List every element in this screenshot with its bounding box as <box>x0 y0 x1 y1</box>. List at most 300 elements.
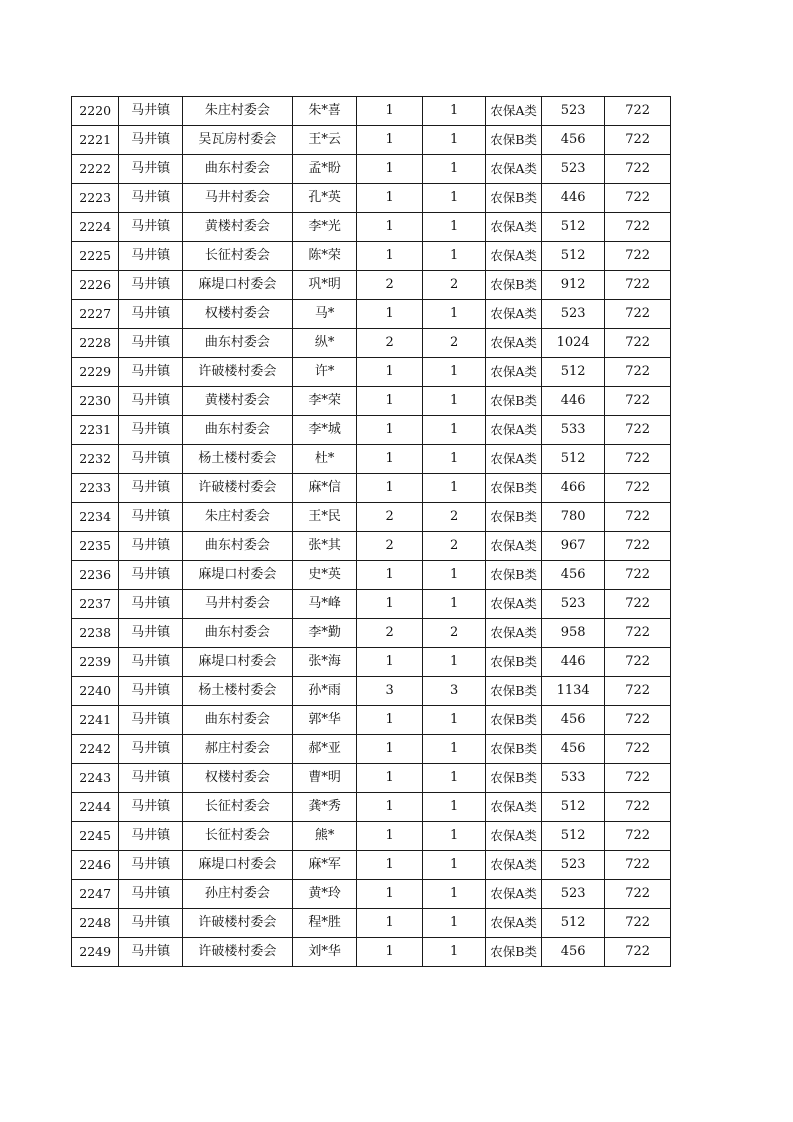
table-row <box>72 358 671 387</box>
name-cell: 黄*玲 <box>292 880 357 909</box>
insurance-category-cell: 农保B类 <box>486 938 541 967</box>
standard-cell: 722 <box>605 503 671 532</box>
standard-cell: 722 <box>605 619 671 648</box>
town-cell: 马井镇 <box>119 880 183 909</box>
amount-cell: 512 <box>541 358 605 387</box>
amount-cell: 456 <box>541 938 605 967</box>
town-cell: 马井镇 <box>119 329 183 358</box>
household-count-cell: 1 <box>357 97 423 126</box>
record-id-cell: 2238 <box>72 619 119 648</box>
village-committee-cell: 曲东村委会 <box>182 416 292 445</box>
record-id-cell: 2221 <box>72 126 119 155</box>
standard-cell: 722 <box>605 155 671 184</box>
record-id-cell: 2224 <box>72 213 119 242</box>
standard-cell: 722 <box>605 97 671 126</box>
record-id-cell: 2244 <box>72 793 119 822</box>
table-row <box>72 619 671 648</box>
town-cell: 马井镇 <box>119 735 183 764</box>
name-cell: 张*海 <box>292 648 357 677</box>
village-committee-cell: 麻堤口村委会 <box>182 271 292 300</box>
insurance-category-cell: 农保B类 <box>486 764 541 793</box>
household-count-cell: 1 <box>357 764 423 793</box>
household-count-cell: 1 <box>357 706 423 735</box>
table-row <box>72 184 671 213</box>
village-committee-cell: 麻堤口村委会 <box>182 648 292 677</box>
household-count-cell: 2 <box>357 503 423 532</box>
insurance-category-cell: 农保A类 <box>486 822 541 851</box>
amount-cell: 523 <box>541 880 605 909</box>
household-count-cell: 1 <box>357 155 423 184</box>
standard-cell: 722 <box>605 474 671 503</box>
household-count-cell: 1 <box>357 184 423 213</box>
standard-cell: 722 <box>605 561 671 590</box>
insurance-category-cell: 农保A类 <box>486 590 541 619</box>
village-committee-cell: 朱庄村委会 <box>182 97 292 126</box>
standard-cell: 722 <box>605 532 671 561</box>
insurance-category-cell: 农保A类 <box>486 300 541 329</box>
amount-cell: 512 <box>541 445 605 474</box>
insurance-category-cell: 农保B类 <box>486 503 541 532</box>
town-cell: 马井镇 <box>119 532 183 561</box>
amount-cell: 466 <box>541 474 605 503</box>
town-cell: 马井镇 <box>119 793 183 822</box>
insurance-category-cell: 农保A类 <box>486 416 541 445</box>
town-cell: 马井镇 <box>119 619 183 648</box>
insurance-category-cell: 农保A类 <box>486 851 541 880</box>
town-cell: 马井镇 <box>119 155 183 184</box>
person-count-cell: 1 <box>422 561 486 590</box>
standard-cell: 722 <box>605 706 671 735</box>
town-cell: 马井镇 <box>119 503 183 532</box>
amount-cell: 780 <box>541 503 605 532</box>
insurance-category-cell: 农保A类 <box>486 532 541 561</box>
data-sheet <box>71 96 671 967</box>
standard-cell: 722 <box>605 416 671 445</box>
amount-cell: 523 <box>541 851 605 880</box>
person-count-cell: 1 <box>422 300 486 329</box>
household-count-cell: 1 <box>357 358 423 387</box>
person-count-cell: 1 <box>422 474 486 503</box>
household-count-cell: 1 <box>357 735 423 764</box>
table-row <box>72 416 671 445</box>
insurance-category-cell: 农保B类 <box>486 184 541 213</box>
town-cell: 马井镇 <box>119 387 183 416</box>
person-count-cell: 1 <box>422 764 486 793</box>
amount-cell: 958 <box>541 619 605 648</box>
town-cell: 马井镇 <box>119 242 183 271</box>
person-count-cell: 1 <box>422 822 486 851</box>
town-cell: 马井镇 <box>119 590 183 619</box>
standard-cell: 722 <box>605 590 671 619</box>
household-count-cell: 2 <box>357 532 423 561</box>
record-id-cell: 2247 <box>72 880 119 909</box>
name-cell: 郝*亚 <box>292 735 357 764</box>
village-committee-cell: 杨土楼村委会 <box>182 677 292 706</box>
village-committee-cell: 许破楼村委会 <box>182 909 292 938</box>
table-row <box>72 590 671 619</box>
amount-cell: 523 <box>541 97 605 126</box>
name-cell: 熊* <box>292 822 357 851</box>
village-committee-cell: 权楼村委会 <box>182 764 292 793</box>
amount-cell: 512 <box>541 793 605 822</box>
standard-cell: 722 <box>605 329 671 358</box>
household-count-cell: 1 <box>357 126 423 155</box>
standard-cell: 722 <box>605 938 671 967</box>
name-cell: 史*英 <box>292 561 357 590</box>
town-cell: 马井镇 <box>119 909 183 938</box>
village-committee-cell: 曲东村委会 <box>182 155 292 184</box>
household-count-cell: 1 <box>357 909 423 938</box>
insurance-category-cell: 农保A类 <box>486 445 541 474</box>
town-cell: 马井镇 <box>119 851 183 880</box>
town-cell: 马井镇 <box>119 97 183 126</box>
village-committee-cell: 许破楼村委会 <box>182 938 292 967</box>
person-count-cell: 1 <box>422 387 486 416</box>
person-count-cell: 1 <box>422 445 486 474</box>
table-row <box>72 97 671 126</box>
village-committee-cell: 麻堤口村委会 <box>182 561 292 590</box>
person-count-cell: 3 <box>422 677 486 706</box>
amount-cell: 456 <box>541 706 605 735</box>
name-cell: 郭*华 <box>292 706 357 735</box>
standard-cell: 722 <box>605 735 671 764</box>
insurance-category-cell: 农保B类 <box>486 677 541 706</box>
insurance-category-cell: 农保A类 <box>486 880 541 909</box>
amount-cell: 1024 <box>541 329 605 358</box>
insurance-category-cell: 农保A类 <box>486 155 541 184</box>
records-table <box>71 96 671 967</box>
name-cell: 程*胜 <box>292 909 357 938</box>
person-count-cell: 1 <box>422 184 486 213</box>
town-cell: 马井镇 <box>119 706 183 735</box>
table-row <box>72 126 671 155</box>
record-id-cell: 2248 <box>72 909 119 938</box>
record-id-cell: 2233 <box>72 474 119 503</box>
table-row <box>72 387 671 416</box>
village-committee-cell: 黄楼村委会 <box>182 387 292 416</box>
table-row <box>72 822 671 851</box>
amount-cell: 512 <box>541 822 605 851</box>
village-committee-cell: 朱庄村委会 <box>182 503 292 532</box>
insurance-category-cell: 农保B类 <box>486 561 541 590</box>
name-cell: 孔*英 <box>292 184 357 213</box>
insurance-category-cell: 农保B类 <box>486 706 541 735</box>
name-cell: 孙*雨 <box>292 677 357 706</box>
insurance-category-cell: 农保B类 <box>486 387 541 416</box>
record-id-cell: 2231 <box>72 416 119 445</box>
record-id-cell: 2240 <box>72 677 119 706</box>
standard-cell: 722 <box>605 851 671 880</box>
table-row <box>72 764 671 793</box>
village-committee-cell: 孙庄村委会 <box>182 880 292 909</box>
table-row <box>72 880 671 909</box>
insurance-category-cell: 农保A类 <box>486 242 541 271</box>
record-id-cell: 2249 <box>72 938 119 967</box>
standard-cell: 722 <box>605 213 671 242</box>
person-count-cell: 1 <box>422 213 486 242</box>
table-row <box>72 851 671 880</box>
household-count-cell: 1 <box>357 242 423 271</box>
name-cell: 王*云 <box>292 126 357 155</box>
insurance-category-cell: 农保A类 <box>486 793 541 822</box>
village-committee-cell: 长征村委会 <box>182 793 292 822</box>
amount-cell: 446 <box>541 648 605 677</box>
town-cell: 马井镇 <box>119 648 183 677</box>
standard-cell: 722 <box>605 793 671 822</box>
name-cell: 孟*盼 <box>292 155 357 184</box>
table-row <box>72 242 671 271</box>
amount-cell: 523 <box>541 590 605 619</box>
village-committee-cell: 曲东村委会 <box>182 706 292 735</box>
record-id-cell: 2239 <box>72 648 119 677</box>
records-table-body <box>72 97 671 967</box>
person-count-cell: 1 <box>422 880 486 909</box>
town-cell: 马井镇 <box>119 271 183 300</box>
town-cell: 马井镇 <box>119 764 183 793</box>
record-id-cell: 2228 <box>72 329 119 358</box>
record-id-cell: 2242 <box>72 735 119 764</box>
household-count-cell: 1 <box>357 445 423 474</box>
household-count-cell: 1 <box>357 416 423 445</box>
table-row <box>72 329 671 358</box>
village-committee-cell: 马井村委会 <box>182 184 292 213</box>
amount-cell: 456 <box>541 126 605 155</box>
household-count-cell: 3 <box>357 677 423 706</box>
amount-cell: 523 <box>541 300 605 329</box>
town-cell: 马井镇 <box>119 474 183 503</box>
amount-cell: 446 <box>541 387 605 416</box>
table-row <box>72 532 671 561</box>
town-cell: 马井镇 <box>119 213 183 242</box>
insurance-category-cell: 农保A类 <box>486 358 541 387</box>
household-count-cell: 1 <box>357 822 423 851</box>
standard-cell: 722 <box>605 880 671 909</box>
insurance-category-cell: 农保A类 <box>486 909 541 938</box>
amount-cell: 1134 <box>541 677 605 706</box>
name-cell: 朱*喜 <box>292 97 357 126</box>
name-cell: 许* <box>292 358 357 387</box>
person-count-cell: 1 <box>422 358 486 387</box>
name-cell: 杜* <box>292 445 357 474</box>
record-id-cell: 2229 <box>72 358 119 387</box>
amount-cell: 512 <box>541 242 605 271</box>
amount-cell: 456 <box>541 735 605 764</box>
standard-cell: 722 <box>605 648 671 677</box>
amount-cell: 512 <box>541 909 605 938</box>
person-count-cell: 2 <box>422 532 486 561</box>
record-id-cell: 2232 <box>72 445 119 474</box>
record-id-cell: 2226 <box>72 271 119 300</box>
amount-cell: 512 <box>541 213 605 242</box>
name-cell: 纵* <box>292 329 357 358</box>
household-count-cell: 1 <box>357 793 423 822</box>
insurance-category-cell: 农保B类 <box>486 474 541 503</box>
table-row <box>72 677 671 706</box>
table-row <box>72 938 671 967</box>
name-cell: 麻*军 <box>292 851 357 880</box>
person-count-cell: 1 <box>422 648 486 677</box>
village-committee-cell: 长征村委会 <box>182 242 292 271</box>
person-count-cell: 2 <box>422 329 486 358</box>
household-count-cell: 1 <box>357 851 423 880</box>
name-cell: 李*城 <box>292 416 357 445</box>
town-cell: 马井镇 <box>119 561 183 590</box>
record-id-cell: 2222 <box>72 155 119 184</box>
household-count-cell: 2 <box>357 329 423 358</box>
name-cell: 李*光 <box>292 213 357 242</box>
name-cell: 巩*明 <box>292 271 357 300</box>
name-cell: 麻*信 <box>292 474 357 503</box>
record-id-cell: 2236 <box>72 561 119 590</box>
household-count-cell: 1 <box>357 590 423 619</box>
person-count-cell: 2 <box>422 619 486 648</box>
person-count-cell: 1 <box>422 242 486 271</box>
amount-cell: 912 <box>541 271 605 300</box>
standard-cell: 722 <box>605 184 671 213</box>
name-cell: 陈*荣 <box>292 242 357 271</box>
amount-cell: 523 <box>541 155 605 184</box>
person-count-cell: 2 <box>422 271 486 300</box>
person-count-cell: 1 <box>422 590 486 619</box>
standard-cell: 722 <box>605 358 671 387</box>
record-id-cell: 2234 <box>72 503 119 532</box>
person-count-cell: 1 <box>422 909 486 938</box>
table-row <box>72 213 671 242</box>
town-cell: 马井镇 <box>119 126 183 155</box>
insurance-category-cell: 农保A类 <box>486 97 541 126</box>
table-row <box>72 793 671 822</box>
village-committee-cell: 许破楼村委会 <box>182 358 292 387</box>
person-count-cell: 1 <box>422 938 486 967</box>
household-count-cell: 1 <box>357 387 423 416</box>
table-row <box>72 503 671 532</box>
name-cell: 龚*秀 <box>292 793 357 822</box>
village-committee-cell: 曲东村委会 <box>182 532 292 561</box>
insurance-category-cell: 农保A类 <box>486 619 541 648</box>
table-row <box>72 271 671 300</box>
town-cell: 马井镇 <box>119 677 183 706</box>
town-cell: 马井镇 <box>119 184 183 213</box>
household-count-cell: 1 <box>357 474 423 503</box>
name-cell: 曹*明 <box>292 764 357 793</box>
person-count-cell: 1 <box>422 155 486 184</box>
village-committee-cell: 杨土楼村委会 <box>182 445 292 474</box>
insurance-category-cell: 农保A类 <box>486 329 541 358</box>
record-id-cell: 2241 <box>72 706 119 735</box>
table-row <box>72 474 671 503</box>
insurance-category-cell: 农保B类 <box>486 648 541 677</box>
insurance-category-cell: 农保B类 <box>486 271 541 300</box>
standard-cell: 722 <box>605 126 671 155</box>
person-count-cell: 1 <box>422 851 486 880</box>
amount-cell: 446 <box>541 184 605 213</box>
table-row <box>72 648 671 677</box>
standard-cell: 722 <box>605 909 671 938</box>
name-cell: 刘*华 <box>292 938 357 967</box>
record-id-cell: 2237 <box>72 590 119 619</box>
record-id-cell: 2246 <box>72 851 119 880</box>
town-cell: 马井镇 <box>119 358 183 387</box>
name-cell: 马*峰 <box>292 590 357 619</box>
village-committee-cell: 黄楼村委会 <box>182 213 292 242</box>
village-committee-cell: 吴瓦房村委会 <box>182 126 292 155</box>
person-count-cell: 1 <box>422 126 486 155</box>
standard-cell: 722 <box>605 677 671 706</box>
person-count-cell: 1 <box>422 706 486 735</box>
name-cell: 李*荣 <box>292 387 357 416</box>
town-cell: 马井镇 <box>119 822 183 851</box>
standard-cell: 722 <box>605 300 671 329</box>
household-count-cell: 1 <box>357 648 423 677</box>
record-id-cell: 2223 <box>72 184 119 213</box>
standard-cell: 722 <box>605 822 671 851</box>
village-committee-cell: 长征村委会 <box>182 822 292 851</box>
town-cell: 马井镇 <box>119 300 183 329</box>
household-count-cell: 1 <box>357 938 423 967</box>
record-id-cell: 2225 <box>72 242 119 271</box>
table-row <box>72 300 671 329</box>
standard-cell: 722 <box>605 387 671 416</box>
amount-cell: 967 <box>541 532 605 561</box>
insurance-category-cell: 农保A类 <box>486 213 541 242</box>
standard-cell: 722 <box>605 271 671 300</box>
name-cell: 张*其 <box>292 532 357 561</box>
table-row <box>72 706 671 735</box>
insurance-category-cell: 农保B类 <box>486 735 541 764</box>
table-row <box>72 155 671 184</box>
amount-cell: 533 <box>541 764 605 793</box>
village-committee-cell: 权楼村委会 <box>182 300 292 329</box>
household-count-cell: 1 <box>357 880 423 909</box>
record-id-cell: 2245 <box>72 822 119 851</box>
town-cell: 马井镇 <box>119 445 183 474</box>
record-id-cell: 2230 <box>72 387 119 416</box>
town-cell: 马井镇 <box>119 416 183 445</box>
name-cell: 李*勤 <box>292 619 357 648</box>
person-count-cell: 2 <box>422 503 486 532</box>
village-committee-cell: 曲东村委会 <box>182 619 292 648</box>
insurance-category-cell: 农保B类 <box>486 126 541 155</box>
table-row <box>72 909 671 938</box>
record-id-cell: 2220 <box>72 97 119 126</box>
household-count-cell: 1 <box>357 213 423 242</box>
village-committee-cell: 曲东村委会 <box>182 329 292 358</box>
record-id-cell: 2243 <box>72 764 119 793</box>
village-committee-cell: 许破楼村委会 <box>182 474 292 503</box>
village-committee-cell: 郝庄村委会 <box>182 735 292 764</box>
village-committee-cell: 麻堤口村委会 <box>182 851 292 880</box>
person-count-cell: 1 <box>422 735 486 764</box>
village-committee-cell: 马井村委会 <box>182 590 292 619</box>
household-count-cell: 1 <box>357 561 423 590</box>
household-count-cell: 2 <box>357 619 423 648</box>
amount-cell: 456 <box>541 561 605 590</box>
table-row <box>72 445 671 474</box>
person-count-cell: 1 <box>422 793 486 822</box>
amount-cell: 533 <box>541 416 605 445</box>
standard-cell: 722 <box>605 764 671 793</box>
town-cell: 马井镇 <box>119 938 183 967</box>
person-count-cell: 1 <box>422 416 486 445</box>
name-cell: 王*民 <box>292 503 357 532</box>
standard-cell: 722 <box>605 242 671 271</box>
household-count-cell: 2 <box>357 271 423 300</box>
household-count-cell: 1 <box>357 300 423 329</box>
person-count-cell: 1 <box>422 97 486 126</box>
record-id-cell: 2227 <box>72 300 119 329</box>
name-cell: 马* <box>292 300 357 329</box>
standard-cell: 722 <box>605 445 671 474</box>
